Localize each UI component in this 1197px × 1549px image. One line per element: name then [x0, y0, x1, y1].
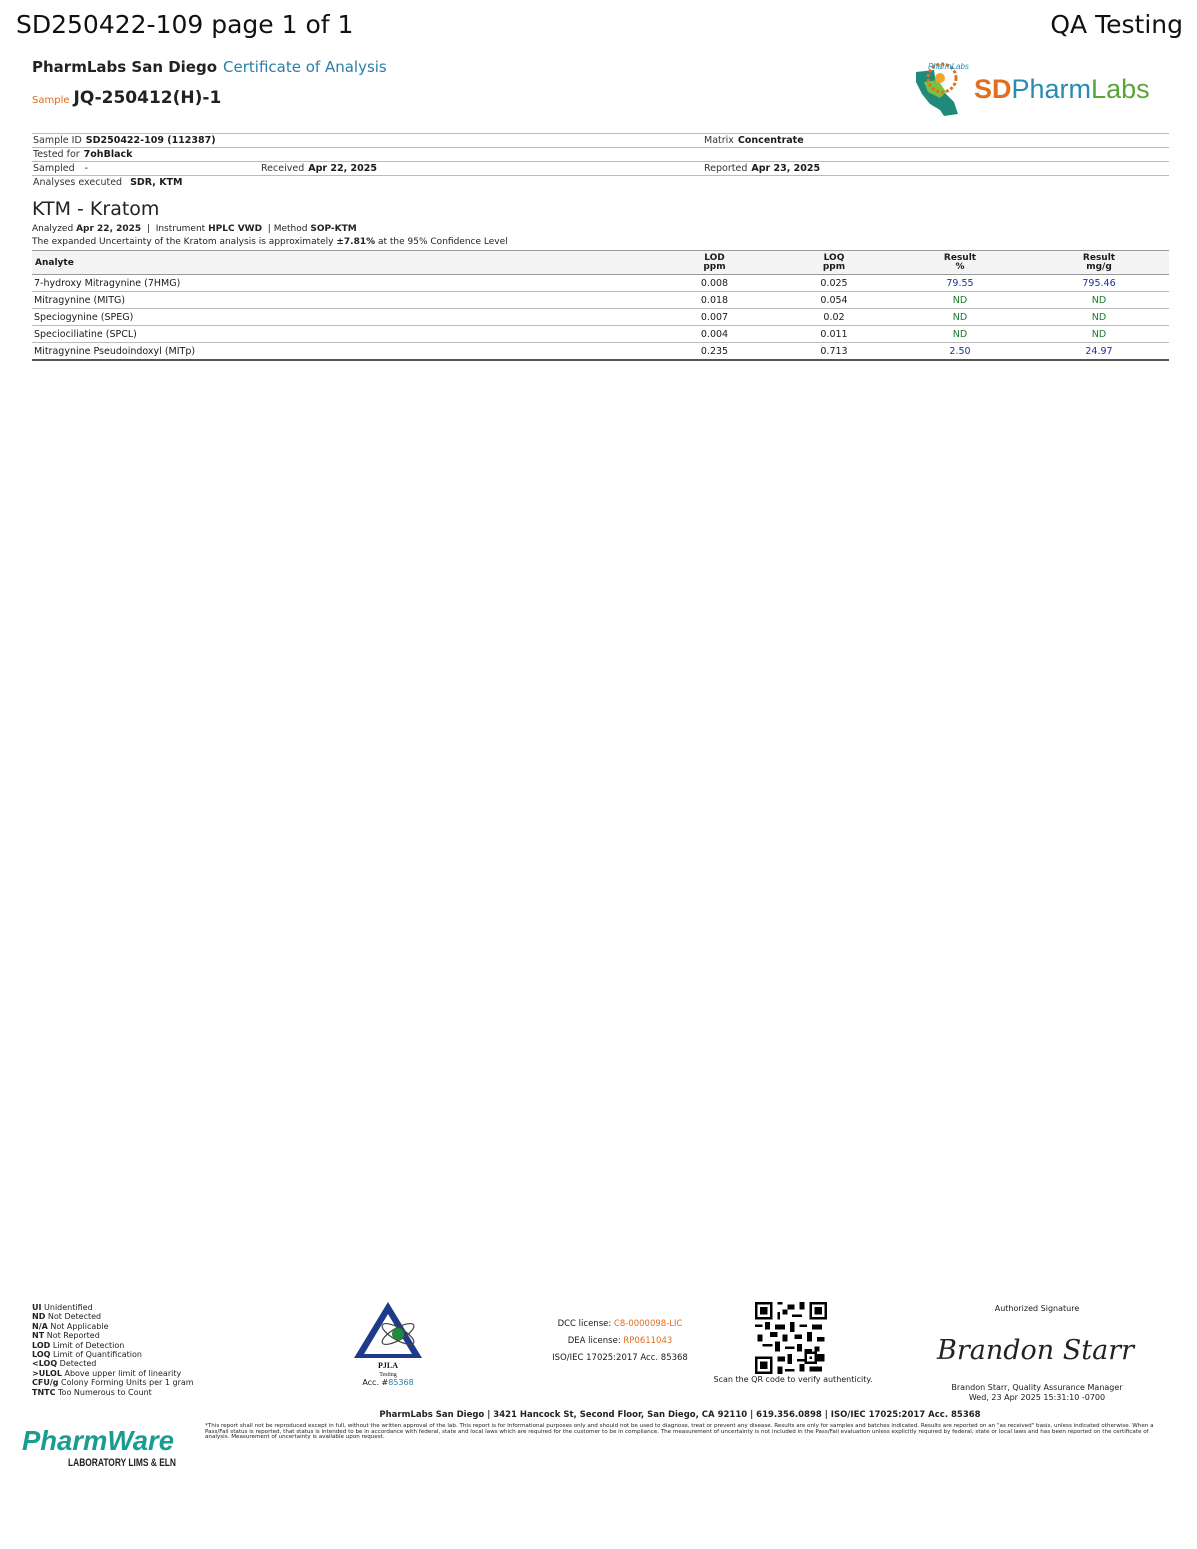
result-mg-header: Result mg/g	[1029, 251, 1169, 275]
result-mg: ND	[1029, 309, 1169, 326]
received-label: Received	[261, 163, 305, 174]
uncertainty-note: The expanded Uncertainty of the Kratom analysis is approximately ±7.81% at the 95% Confidence Level	[32, 237, 508, 247]
svg-text:Testing: Testing	[379, 1372, 397, 1378]
signer-block	[930, 1383, 1144, 1403]
signer-name: Brandon Starr, Quality Assurance Manager	[951, 1383, 1123, 1392]
svg-text:LABORATORY LIMS & ELN: LABORATORY LIMS & ELN	[68, 1457, 177, 1469]
sample-id-label: Sample ID	[33, 135, 82, 146]
dea-license: DEA license: RP0611043	[567, 1336, 673, 1346]
qr-caption: Scan the QR code to verify authenticity.	[713, 1375, 873, 1384]
info-row-dates	[32, 161, 1169, 175]
lod-value: 0.018	[652, 292, 777, 309]
footer-address: PharmLabs San Diego | 3421 Hancock St, Second Floor, San Diego, CA 92110 | 619.356.0898 | ISO/IEC 17025:2017 Acc. 85368	[379, 1410, 981, 1420]
iso-accreditation: ISO/IEC 17025:2017 Acc. 85368	[552, 1353, 688, 1363]
pharmware-logo	[22, 1418, 182, 1474]
table-row	[32, 292, 1169, 309]
lod-value: 0.008	[652, 275, 777, 292]
result-percent: ND	[891, 309, 1029, 326]
document-type: Certificate of Analysis	[223, 58, 387, 76]
instrument-label: Instrument	[155, 224, 206, 234]
legend-item: TNTC Too Numerous to Count	[32, 1387, 152, 1397]
sample-info	[32, 133, 1169, 189]
results-table	[32, 250, 1169, 361]
authorized-signature-label: Authorized Signature	[994, 1304, 1080, 1313]
uncertainty-value: ±7.81%	[336, 237, 376, 247]
sample-label: Sample	[32, 95, 70, 106]
result-percent: 2.50	[891, 343, 1029, 361]
logo-wordmark: SDPharmLabs	[974, 74, 1150, 104]
lod-value: 0.004	[652, 326, 777, 343]
method-value: SOP-KTM	[310, 224, 357, 234]
sample-name: JQ-250412(H)-1	[73, 88, 222, 108]
handwritten-signature	[935, 1323, 1140, 1373]
sample-heading	[32, 88, 221, 108]
info-row-analyses	[32, 175, 1169, 189]
abbreviation-legend	[32, 1303, 194, 1397]
table-row	[32, 275, 1169, 292]
analyte-header: Analyte	[32, 251, 652, 275]
meta-separator: |	[146, 224, 150, 234]
result-percent: ND	[891, 326, 1029, 343]
lab-heading	[32, 58, 387, 76]
legend-item: N/A Not Applicable	[32, 1321, 109, 1331]
analyzed-label: Analyzed	[32, 224, 74, 234]
signature-date: Wed, 23 Apr 2025 15:31:10 -0700	[968, 1393, 1106, 1402]
legend-item: <LOQ Detected	[32, 1359, 97, 1369]
result-percent: 79.55	[891, 275, 1029, 292]
lab-name: PharmLabs San Diego	[32, 58, 218, 76]
document-reference: SD250422-109 page 1 of 1	[16, 10, 354, 39]
legend-item: CFU/g Colony Forming Units per 1 gram	[32, 1378, 194, 1388]
reported-label: Reported	[704, 163, 748, 174]
result-mg: ND	[1029, 326, 1169, 343]
pjla-accreditation-icon	[350, 1300, 426, 1390]
legend-item: UI Unidentified	[32, 1303, 93, 1312]
svg-text:PharmWare: PharmWare	[22, 1425, 174, 1456]
table-row	[32, 326, 1169, 343]
tested-for-label: Tested for	[33, 149, 80, 160]
analyte-name: Speciociliatine (SPCL)	[32, 326, 652, 343]
result-percent: ND	[891, 292, 1029, 309]
analyte-name: Mitragynine Pseudoindoxyl (MITp)	[32, 343, 652, 361]
qr-code-icon[interactable]	[755, 1302, 827, 1374]
lod-value: 0.007	[652, 309, 777, 326]
matrix-label: Matrix	[704, 135, 734, 146]
instrument-value: HPLC VWD	[208, 224, 263, 234]
pjla-accreditation-number: Acc. #85368	[362, 1378, 414, 1387]
tested-for-value: 7ohBlack	[83, 149, 133, 160]
table-row	[32, 309, 1169, 326]
license-block	[500, 1316, 740, 1367]
received-value: Apr 22, 2025	[308, 163, 377, 174]
loq-value: 0.011	[777, 326, 891, 343]
result-mg: 795.46	[1029, 275, 1169, 292]
analyte-name: 7-hydroxy Mitragynine (7HMG)	[32, 275, 652, 292]
lod-header: LOD ppm	[652, 251, 777, 275]
legend-item: NT Not Reported	[32, 1331, 100, 1341]
section-title: KTM - Kratom	[32, 198, 160, 220]
sample-id-value: SD250422-109 (112387)	[85, 135, 216, 146]
table-row	[32, 343, 1169, 361]
dcc-license: DCC license: C8-0000098-LIC	[557, 1319, 683, 1329]
loq-value: 0.025	[777, 275, 891, 292]
analyzed-value: Apr 22, 2025	[76, 224, 142, 234]
loq-header: LOQ ppm	[777, 251, 891, 275]
loq-value: 0.713	[777, 343, 891, 361]
svg-text:PJLA: PJLA	[378, 1361, 398, 1370]
qa-testing-title: QA Testing	[1050, 10, 1183, 39]
loq-value: 0.054	[777, 292, 891, 309]
analyses-value: SDR, KTM	[130, 177, 183, 188]
result-mg: ND	[1029, 292, 1169, 309]
matrix-value: Concentrate	[737, 135, 804, 146]
analyses-label: Analyses executed	[33, 177, 123, 188]
sampled-label: Sampled	[33, 163, 75, 174]
reported-value: Apr 23, 2025	[751, 163, 821, 174]
result-mg: 24.97	[1029, 343, 1169, 361]
california-map-icon	[910, 58, 974, 120]
legend-item: ND Not Detected	[32, 1312, 102, 1322]
table-header-row	[32, 251, 1169, 275]
info-row-sample-id	[32, 133, 1169, 147]
info-row-tested-for	[32, 147, 1169, 161]
analyte-name: Mitragynine (MITG)	[32, 292, 652, 309]
legend-item: LOQ Limit of Quantification	[32, 1350, 142, 1360]
sampled-value: -	[84, 163, 89, 174]
meta-separator: |	[267, 224, 271, 234]
lod-value: 0.235	[652, 343, 777, 361]
section-meta	[32, 224, 357, 234]
svg-text:PharmLabs: PharmLabs	[928, 62, 969, 71]
footer-disclaimer: *This report shall not be reproduced except in full, without the written approval of the lab. This report is for informational purposes only and should not be used to diagnose, treat or prevent any disease. Results are only for samples and batches indicated. Results are reported on an "as received" basis, unless indicated otherwise. When a Pass/Fail status is reported, that status is intended to be in accordance with federal, state and local laws which are required for the customer to be in compliance. The measurement of uncertainty is not included in the Pass/Fail evaluation unless explicitly required by federal, state or local laws and has been reported on the certificate of analysis. Measurement of uncertainty is available upon request.	[205, 1423, 1154, 1441]
loq-value: 0.02	[777, 309, 891, 326]
legend-item: LOD Limit of Detection	[32, 1340, 125, 1350]
sdpharmlabs-logo	[910, 58, 1172, 120]
result-percent-header: Result %	[891, 251, 1029, 275]
svg-text:Brandon Starr: Brandon Starr	[937, 1335, 1135, 1366]
analyte-name: Speciogynine (SPEG)	[32, 309, 652, 326]
legend-item: >ULOL Above upper limit of linearity	[32, 1368, 182, 1378]
method-label: Method	[273, 224, 308, 234]
